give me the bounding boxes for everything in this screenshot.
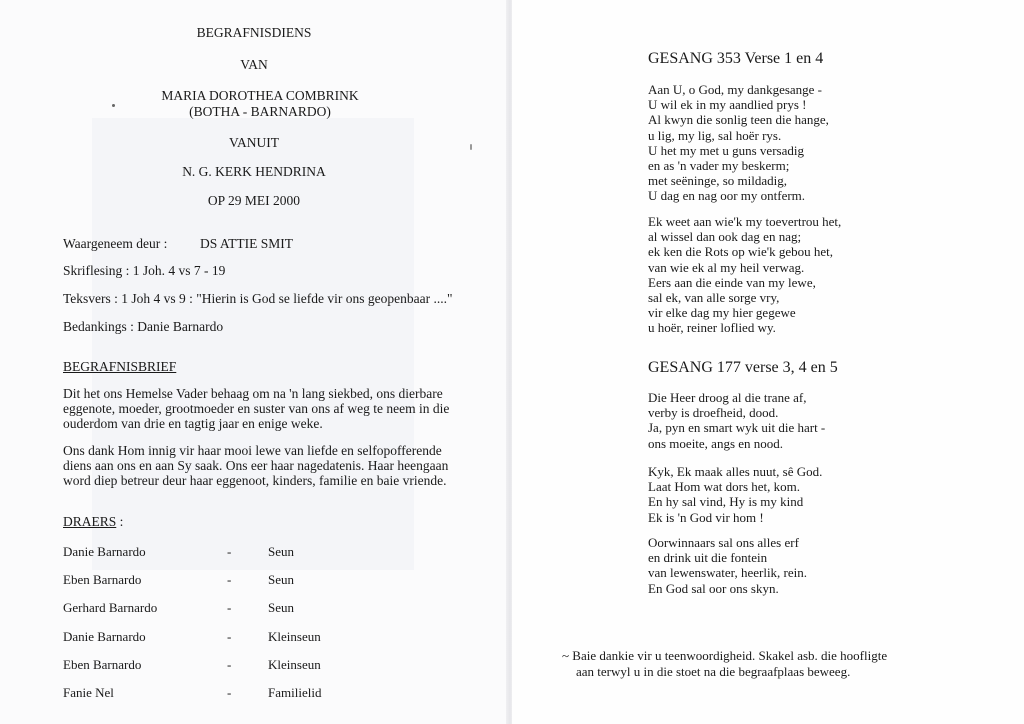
deceased-maiden-names: (BOTHA - BARNARDO): [189, 104, 331, 119]
deceased-name: MARIA DOROTHEA COMBRINK: [161, 88, 359, 103]
bearers-heading-colon: :: [116, 514, 124, 529]
bearer-separator: -: [227, 572, 232, 587]
bearers-heading-text: DRAERS: [63, 514, 117, 529]
verse-line: Al kwyn die sonlig teen die hange,: [648, 112, 829, 128]
conducted-by-value: DS ATTIE SMIT: [200, 236, 294, 251]
left-page: [0, 0, 508, 724]
verse-line: Eers aan die einde van my lewe,: [648, 274, 816, 290]
verse-line: Ja, pyn en smart wyk uit die hart -: [648, 420, 826, 436]
verse-line: U dag en nag oor my ontferm.: [648, 188, 806, 204]
verse-line: Laat Hom wat dors het, kom.: [648, 479, 800, 495]
bearers-heading: [63, 514, 123, 530]
verse-line: ek ken die Rots op wie'k gebou het,: [648, 244, 834, 260]
bearer-separator: -: [227, 685, 232, 700]
bearer-name: Eben Barnardo: [63, 657, 142, 672]
verse-line: van lewenswater, heerlik, rein.: [648, 565, 808, 581]
verse-line: Ek weet aan wie'k my toevertrou het,: [648, 214, 842, 229]
hymn-1-stanza-1: [648, 82, 829, 204]
funeral-letter-paragraph-1: [63, 386, 483, 431]
hymn-1-stanza-2: [648, 214, 841, 336]
bearer-name: Danie Barnardo: [63, 544, 146, 559]
closing-line: aan terwyl u in die stoet na die begraafplaas beweeg.: [576, 664, 851, 679]
bearer-relation: Seun: [268, 544, 294, 559]
verse-line: En God sal oor ons skyn.: [648, 580, 779, 596]
hymn-2-stanza-3: [648, 535, 807, 596]
bearer-separator: -: [227, 629, 232, 644]
bearer-separator: -: [227, 544, 232, 559]
service-date: OP 29 MEI 2000: [207, 193, 301, 208]
text-verse: Teksvers : 1 Joh 4 vs 9 : "Hierin is God se liefde vir ons geopenbaar ....": [63, 291, 453, 306]
paragraph-line: eggenote, moeder, grootmoeder en suster van ons af weg te neem in die: [63, 401, 450, 416]
paragraph-line: diens aan ons en aan Sy saak. Ons eer haar nagedatenis. Haar heengaan: [63, 458, 449, 473]
paragraph-line: ouderdom van drie en tagtig jaar en enige weke.: [63, 416, 323, 431]
verse-line: Kyk, Ek maak alles nuut, sê God.: [648, 464, 823, 479]
paragraph-line: Ons dank Hom innig vir haar mooi lewe van liefde en selfopofferende: [63, 443, 442, 458]
verse-line: u hoër, reiner loflied wy.: [648, 320, 776, 336]
bearer-relation: Seun: [268, 572, 294, 587]
closing-line: ~ Baie dankie vir u teenwoordigheid. Skakel asb. die hoofligte: [562, 648, 888, 663]
verse-line: sal ek, van alle sorge vry,: [648, 290, 780, 306]
title-line-1: BEGRAFNISDIENS: [196, 25, 312, 40]
verse-line: Ek is 'n God vir hom !: [648, 509, 764, 525]
title-line-2: VAN: [240, 57, 268, 72]
paragraph-line: word diep betreur deur haar eggenoot, kinders, familie en baie vriende.: [63, 473, 447, 488]
funeral-letter-paragraph-2: [63, 443, 483, 488]
hymn-2-stanza-2: [648, 464, 822, 525]
church-name: N. G. KERK HENDRINA: [182, 164, 326, 179]
bearer-name: Fanie Nel: [63, 685, 114, 700]
conducted-by-label: Waargeneem deur :: [63, 236, 168, 251]
speck: [470, 144, 472, 150]
scripture-reading: Skriflesing : 1 Joh. 4 vs 7 - 19: [63, 263, 226, 278]
verse-line: Oorwinnaars sal ons alles erf: [648, 535, 799, 550]
bearer-relation: Kleinseun: [268, 629, 321, 644]
verse-line: vir elke dag my hier gegewe: [648, 305, 796, 321]
bearer-name: Gerhard Barnardo: [63, 600, 158, 615]
verse-line: En hy sal vind, Hy is my kind: [648, 494, 804, 510]
title-line-5: VANUIT: [229, 135, 279, 150]
hymn-2-stanza-1: [648, 390, 825, 451]
verse-line: en as 'n vader my beskerm;: [648, 158, 790, 174]
closing-note: [562, 648, 887, 680]
verse-line: Die Heer droog al die trane af,: [648, 390, 807, 405]
bearer-separator: -: [227, 657, 232, 672]
funeral-letter-heading: BEGRAFNISBRIEF: [63, 359, 177, 374]
bearer-separator: -: [227, 600, 232, 615]
paragraph-line: Dit het ons Hemelse Vader behaag om na 'n lang siekbed, ons dierbare: [63, 386, 443, 401]
acknowledgements: Bedankings : Danie Barnardo: [63, 319, 224, 334]
bearer-name: Eben Barnardo: [63, 572, 142, 587]
speck: [112, 104, 115, 107]
bearer-relation: Kleinseun: [268, 657, 321, 672]
verse-line: U wil ek in my aandlied prys !: [648, 97, 807, 113]
verse-line: van wie ek al my heil verwag.: [648, 259, 805, 275]
verse-line: u lig, my lig, sal hoër rys.: [648, 127, 782, 143]
bearer-relation: Familielid: [268, 685, 322, 700]
faded-photo-area: [92, 118, 414, 570]
verse-line: met seëninge, so mildadig,: [648, 173, 788, 189]
verse-line: al wissel dan ook dag en nag;: [648, 229, 802, 245]
verse-line: ons moeite, angs en nood.: [648, 435, 784, 451]
bearer-relation: Seun: [268, 600, 294, 615]
hymn-title-2: GESANG 177 verse 3, 4 en 5: [648, 359, 838, 376]
verse-line: U het my met u guns versadig: [648, 142, 804, 158]
verse-line: Aan U, o God, my dankgesange -: [648, 82, 823, 97]
hymn-title-1: GESANG 353 Verse 1 en 4: [648, 50, 824, 67]
verse-line: en drink uit die fontein: [648, 550, 768, 566]
bearer-name: Danie Barnardo: [63, 629, 146, 644]
verse-line: verby is droefheid, dood.: [648, 405, 779, 421]
